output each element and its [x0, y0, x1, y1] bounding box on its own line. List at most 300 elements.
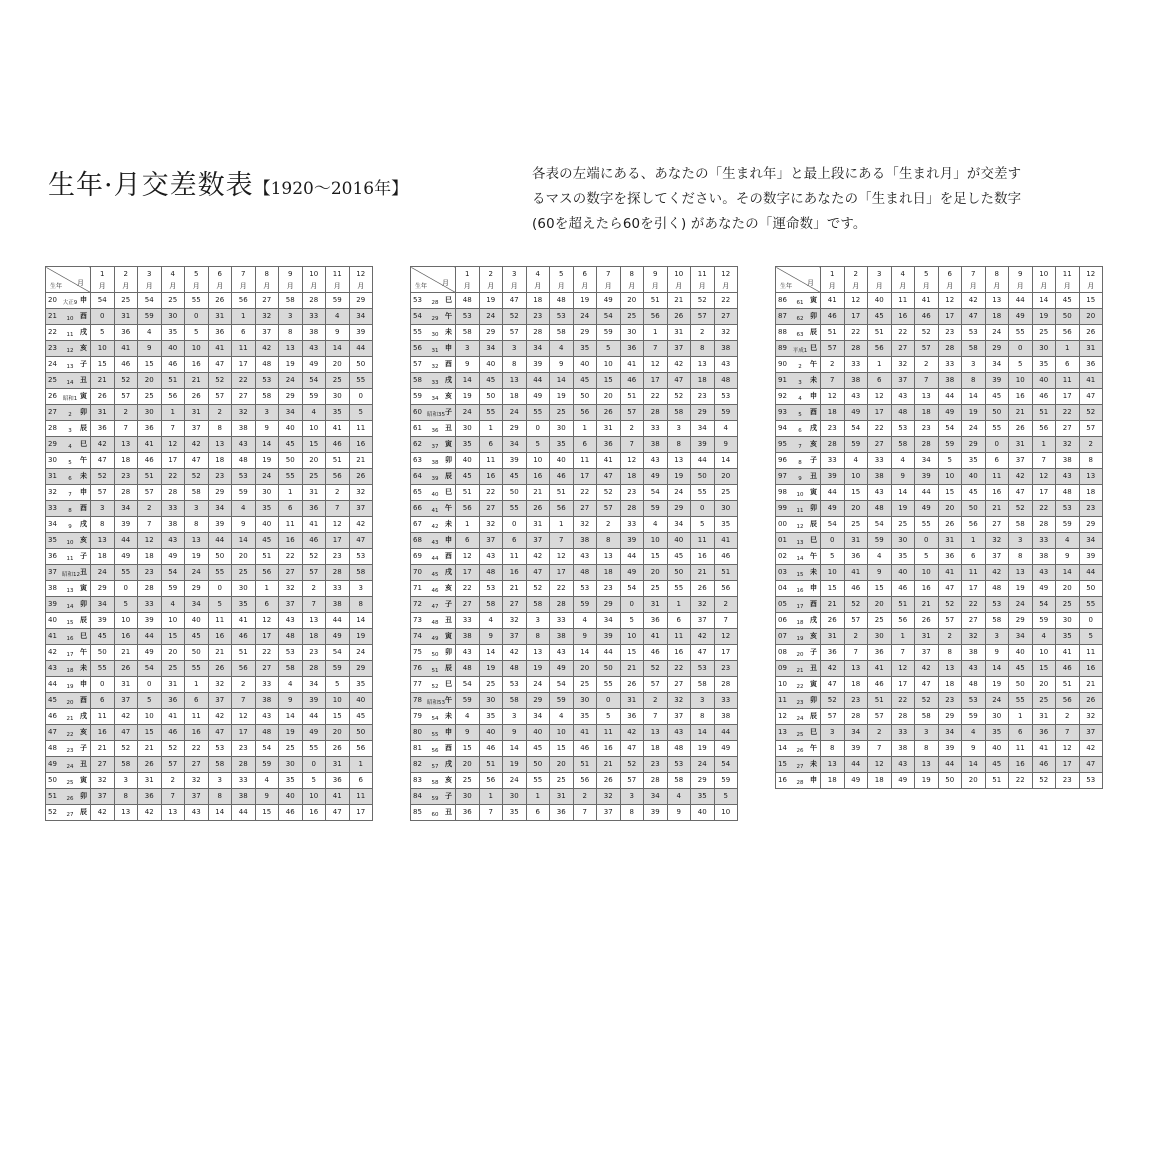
zodiac-sign: 子	[80, 360, 87, 368]
value-cell: 31	[915, 629, 939, 645]
value-cell: 56	[479, 773, 503, 789]
value-cell: 35	[573, 709, 597, 725]
value-cell: 57	[821, 709, 845, 725]
year-short: 55	[413, 328, 422, 336]
value-cell: 27	[667, 677, 691, 693]
value-cell: 34	[279, 405, 303, 421]
month-number: 6	[582, 269, 587, 278]
value-cell: 25	[456, 773, 480, 789]
value-cell: 34	[915, 453, 939, 469]
value-cell: 13	[821, 757, 845, 773]
month-number: 11	[1062, 269, 1072, 278]
month-suffix: 月	[510, 281, 518, 290]
value-cell: 17	[644, 373, 668, 389]
value-cell: 44	[349, 341, 373, 357]
value-cell: 25	[844, 517, 868, 533]
birth-year-cell	[776, 309, 821, 325]
value-cell: 1	[667, 597, 691, 613]
value-cell: 38	[232, 421, 256, 437]
value-cell: 45	[456, 469, 480, 485]
value-cell: 14	[349, 613, 373, 629]
value-cell: 17	[868, 405, 892, 421]
month-suffix: 月	[875, 281, 883, 290]
value-cell: 3	[1009, 533, 1033, 549]
value-cell: 52	[597, 485, 621, 501]
value-cell: 49	[597, 293, 621, 309]
value-cell: 37	[479, 533, 503, 549]
value-cell: 9	[667, 805, 691, 821]
value-cell: 25	[114, 293, 138, 309]
table-row	[411, 421, 738, 437]
month-header	[691, 267, 715, 293]
zodiac-sign: 辰	[810, 520, 817, 528]
value-cell: 59	[302, 389, 326, 405]
value-cell: 43	[891, 389, 915, 405]
zodiac-sign: 丑	[445, 616, 452, 624]
value-cell: 52	[114, 741, 138, 757]
birth-year-cell	[46, 501, 91, 517]
value-cell: 15	[302, 437, 326, 453]
value-cell: 6	[279, 501, 303, 517]
value-cell: 27	[962, 613, 986, 629]
zodiac-sign: 辰	[80, 616, 87, 624]
birth-year	[411, 469, 455, 484]
value-cell: 54	[138, 661, 162, 677]
value-cell: 0	[915, 533, 939, 549]
birth-year	[46, 661, 90, 676]
value-cell: 38	[302, 325, 326, 341]
zodiac-sign: 丑	[80, 376, 87, 384]
value-cell: 8	[114, 789, 138, 805]
value-cell: 47	[526, 565, 550, 581]
value-cell: 30	[279, 757, 303, 773]
table-row	[46, 341, 373, 357]
value-cell: 20	[161, 645, 185, 661]
value-cell: 28	[302, 661, 326, 677]
value-cell: 37	[597, 805, 621, 821]
value-cell: 30	[138, 405, 162, 421]
value-cell: 20	[962, 773, 986, 789]
value-cell: 0	[620, 597, 644, 613]
value-cell: 18	[597, 565, 621, 581]
value-cell: 52	[161, 741, 185, 757]
value-cell: 37	[1079, 725, 1103, 741]
value-cell: 57	[915, 341, 939, 357]
value-cell: 46	[138, 453, 162, 469]
table-row	[46, 725, 373, 741]
value-cell: 27	[456, 597, 480, 613]
value-cell: 59	[844, 437, 868, 453]
value-cell: 43	[279, 613, 303, 629]
value-cell: 46	[1032, 757, 1056, 773]
value-cell: 36	[456, 805, 480, 821]
value-cell: 34	[597, 613, 621, 629]
value-cell: 5	[326, 677, 350, 693]
month-suffix: 月	[922, 281, 930, 290]
era-year: 46	[431, 588, 439, 594]
value-cell: 16	[208, 629, 232, 645]
value-cell: 40	[456, 453, 480, 469]
value-cell: 0	[349, 389, 373, 405]
value-cell: 30	[985, 709, 1009, 725]
year-short: 58	[413, 376, 422, 384]
year-short: 90	[778, 360, 787, 368]
value-cell: 12	[868, 389, 892, 405]
era-year: 9	[68, 524, 72, 530]
value-cell: 43	[479, 549, 503, 565]
value-cell: 53	[891, 421, 915, 437]
value-cell: 44	[1079, 565, 1103, 581]
birth-year-cell	[411, 389, 456, 405]
value-cell: 21	[667, 293, 691, 309]
value-cell: 44	[326, 613, 350, 629]
value-cell: 50	[526, 757, 550, 773]
birth-year	[411, 357, 455, 372]
zodiac-sign: 巳	[810, 728, 817, 736]
zodiac-sign: 卯	[445, 456, 452, 464]
value-cell: 39	[915, 469, 939, 485]
birth-year-cell	[46, 533, 91, 549]
birth-year	[411, 645, 455, 660]
value-cell: 5	[915, 549, 939, 565]
value-cell: 49	[161, 549, 185, 565]
birth-year	[46, 373, 90, 388]
zodiac-sign: 丑	[80, 760, 87, 768]
value-cell: 48	[573, 565, 597, 581]
value-cell: 19	[185, 549, 209, 565]
zodiac-sign: 酉	[810, 600, 817, 608]
birth-year-cell	[46, 805, 91, 821]
value-cell: 13	[597, 549, 621, 565]
year-short: 37	[48, 568, 57, 576]
value-cell: 34	[691, 421, 715, 437]
era-year: 20	[66, 700, 74, 706]
value-cell: 29	[208, 485, 232, 501]
birth-year-cell	[46, 469, 91, 485]
value-cell: 47	[326, 805, 350, 821]
year-short: 46	[48, 712, 57, 720]
value-cell: 27	[479, 501, 503, 517]
value-cell: 8	[185, 517, 209, 533]
value-cell: 12	[255, 613, 279, 629]
birth-year-cell	[776, 501, 821, 517]
value-cell: 47	[915, 677, 939, 693]
value-cell: 50	[503, 485, 527, 501]
month-number: 5	[559, 269, 564, 278]
value-cell: 46	[868, 677, 892, 693]
value-cell: 33	[620, 517, 644, 533]
value-cell: 4	[479, 613, 503, 629]
table-row	[46, 501, 373, 517]
value-cell: 39	[114, 517, 138, 533]
year-short: 22	[48, 328, 57, 336]
value-cell: 14	[255, 437, 279, 453]
year-short: 29	[48, 440, 57, 448]
month-header	[620, 267, 644, 293]
value-cell: 8	[962, 373, 986, 389]
value-cell: 49	[714, 741, 738, 757]
value-cell: 42	[821, 661, 845, 677]
era-year: 8	[68, 508, 72, 514]
table-row	[46, 325, 373, 341]
page-title	[48, 163, 408, 202]
value-cell: 11	[232, 341, 256, 357]
value-cell: 34	[479, 341, 503, 357]
value-cell: 7	[714, 613, 738, 629]
year-short: 95	[778, 440, 787, 448]
value-cell: 14	[691, 725, 715, 741]
value-cell: 9	[456, 357, 480, 373]
value-cell: 31	[161, 677, 185, 693]
value-cell: 44	[114, 533, 138, 549]
value-cell: 50	[962, 501, 986, 517]
birth-year-cell	[776, 581, 821, 597]
value-cell: 29	[91, 581, 115, 597]
value-cell: 7	[573, 805, 597, 821]
table-row	[411, 789, 738, 805]
value-cell: 39	[844, 741, 868, 757]
value-cell: 59	[456, 693, 480, 709]
value-cell: 57	[503, 325, 527, 341]
birth-year-cell	[411, 805, 456, 821]
value-cell: 5	[138, 693, 162, 709]
era-year: 22	[66, 732, 74, 738]
value-cell: 52	[1079, 405, 1103, 421]
year-short: 59	[413, 392, 422, 400]
year-short: 02	[778, 552, 787, 560]
value-cell: 13	[503, 373, 527, 389]
year-short: 91	[778, 376, 787, 384]
birth-year	[411, 709, 455, 724]
value-cell: 3	[526, 613, 550, 629]
value-cell: 49	[326, 629, 350, 645]
value-cell: 38	[962, 645, 986, 661]
value-cell: 47	[1009, 485, 1033, 501]
value-cell: 24	[279, 373, 303, 389]
month-number: 12	[721, 269, 731, 278]
value-cell: 43	[644, 453, 668, 469]
value-cell: 12	[868, 757, 892, 773]
month-header	[114, 267, 138, 293]
birth-year	[776, 629, 820, 644]
birth-year-cell	[46, 597, 91, 613]
value-cell: 38	[714, 709, 738, 725]
month-number: 10	[1039, 269, 1049, 278]
value-cell: 28	[714, 677, 738, 693]
table-row	[46, 709, 373, 725]
birth-year	[46, 725, 90, 740]
value-cell: 45	[985, 757, 1009, 773]
value-cell: 9	[326, 325, 350, 341]
value-cell: 7	[550, 533, 574, 549]
era-year: 48	[431, 620, 439, 626]
value-cell: 38	[938, 373, 962, 389]
value-cell: 55	[667, 581, 691, 597]
birth-year-cell	[46, 741, 91, 757]
value-cell: 8	[1009, 549, 1033, 565]
value-cell: 6	[349, 773, 373, 789]
value-cell: 34	[302, 677, 326, 693]
value-cell: 41	[714, 533, 738, 549]
value-cell: 49	[114, 549, 138, 565]
value-cell: 22	[714, 293, 738, 309]
header-row	[46, 267, 373, 293]
value-cell: 30	[456, 421, 480, 437]
value-cell: 1	[185, 677, 209, 693]
value-cell: 19	[479, 293, 503, 309]
month-suffix: 月	[698, 281, 706, 290]
value-cell: 49	[526, 389, 550, 405]
era-year: 14	[66, 604, 74, 610]
year-short: 28	[48, 424, 57, 432]
era-year: 31	[431, 348, 439, 354]
value-cell: 20	[326, 357, 350, 373]
value-cell: 27	[91, 757, 115, 773]
value-cell: 53	[479, 581, 503, 597]
value-cell: 25	[620, 309, 644, 325]
value-cell: 26	[915, 613, 939, 629]
value-cell: 11	[962, 565, 986, 581]
era-year: 大正9	[62, 300, 78, 306]
corner-year-label: 生年	[780, 283, 793, 290]
value-cell: 44	[691, 453, 715, 469]
value-cell: 1	[279, 485, 303, 501]
value-cell: 13	[844, 661, 868, 677]
value-cell: 5	[349, 405, 373, 421]
value-cell: 57	[138, 485, 162, 501]
value-cell: 23	[1079, 501, 1103, 517]
month-suffix: 月	[263, 281, 271, 290]
era-year: 60	[431, 812, 439, 818]
value-cell: 52	[620, 757, 644, 773]
value-cell: 26	[667, 309, 691, 325]
value-cell: 24	[91, 565, 115, 581]
value-cell: 53	[503, 677, 527, 693]
value-cell: 50	[208, 549, 232, 565]
birth-year-cell	[411, 405, 456, 421]
era-year: 13	[66, 364, 74, 370]
zodiac-sign: 亥	[80, 536, 87, 544]
value-cell: 23	[620, 485, 644, 501]
month-header	[208, 267, 232, 293]
value-cell: 30	[573, 693, 597, 709]
month-number: 6	[217, 269, 222, 278]
table-row	[411, 661, 738, 677]
zodiac-sign: 未	[445, 520, 452, 528]
value-cell: 46	[161, 725, 185, 741]
birth-year	[776, 773, 820, 788]
value-cell: 36	[844, 549, 868, 565]
birth-year-cell	[411, 725, 456, 741]
value-cell: 3	[114, 773, 138, 789]
value-cell: 57	[91, 485, 115, 501]
value-cell: 5	[1009, 357, 1033, 373]
birth-year	[776, 741, 820, 756]
value-cell: 25	[279, 741, 303, 757]
value-cell: 51	[161, 373, 185, 389]
table-row	[46, 677, 373, 693]
value-cell: 51	[326, 453, 350, 469]
value-cell: 5	[1079, 629, 1103, 645]
value-cell: 33	[302, 309, 326, 325]
value-cell: 49	[915, 501, 939, 517]
value-cell: 33	[232, 773, 256, 789]
value-cell: 52	[503, 309, 527, 325]
value-cell: 15	[844, 485, 868, 501]
birth-year	[46, 533, 90, 548]
value-cell: 36	[644, 613, 668, 629]
value-cell: 31	[526, 517, 550, 533]
year-short: 92	[778, 392, 787, 400]
era-year: 49	[431, 636, 439, 642]
table-row	[411, 549, 738, 565]
year-short: 10	[778, 680, 787, 688]
value-cell: 2	[844, 629, 868, 645]
table-row	[46, 517, 373, 533]
era-year: 47	[431, 604, 439, 610]
zodiac-sign: 申	[810, 584, 817, 592]
value-cell: 36	[1079, 357, 1103, 373]
value-cell: 21	[208, 645, 232, 661]
value-cell: 26	[208, 293, 232, 309]
birth-year-cell	[46, 405, 91, 421]
value-cell: 43	[667, 725, 691, 741]
birth-year	[46, 341, 90, 356]
era-year: 14	[796, 556, 804, 562]
month-suffix: 月	[333, 281, 341, 290]
value-cell: 17	[714, 645, 738, 661]
table-row	[46, 805, 373, 821]
value-cell: 40	[185, 613, 209, 629]
value-cell: 49	[550, 661, 574, 677]
value-cell: 19	[456, 389, 480, 405]
table-row	[46, 549, 373, 565]
era-year: 5	[68, 460, 72, 466]
year-short: 31	[48, 472, 57, 480]
value-cell: 16	[479, 469, 503, 485]
value-cell: 26	[208, 661, 232, 677]
value-cell: 8	[667, 437, 691, 453]
year-short: 21	[48, 312, 57, 320]
value-cell: 5	[938, 453, 962, 469]
table-row	[776, 373, 1103, 389]
value-cell: 40	[891, 565, 915, 581]
era-year: 45	[431, 572, 439, 578]
value-cell: 43	[185, 805, 209, 821]
value-cell: 29	[503, 421, 527, 437]
value-cell: 23	[844, 693, 868, 709]
corner-year-label: 生年	[415, 283, 428, 290]
value-cell: 53	[691, 661, 715, 677]
table-row	[776, 757, 1103, 773]
value-cell: 51	[232, 645, 256, 661]
birth-year-cell	[776, 389, 821, 405]
corner-year-label: 生年	[50, 283, 63, 290]
birth-year	[46, 581, 90, 596]
value-cell: 17	[232, 725, 256, 741]
value-cell: 6	[1009, 725, 1033, 741]
month-header	[844, 267, 868, 293]
era-year: 55	[431, 732, 439, 738]
zodiac-sign: 戌	[80, 520, 87, 528]
value-cell: 30	[714, 501, 738, 517]
value-cell: 12	[138, 533, 162, 549]
value-cell: 17	[326, 533, 350, 549]
value-cell: 52	[821, 693, 845, 709]
table-row	[411, 597, 738, 613]
value-cell: 13	[915, 389, 939, 405]
value-cell: 45	[962, 485, 986, 501]
